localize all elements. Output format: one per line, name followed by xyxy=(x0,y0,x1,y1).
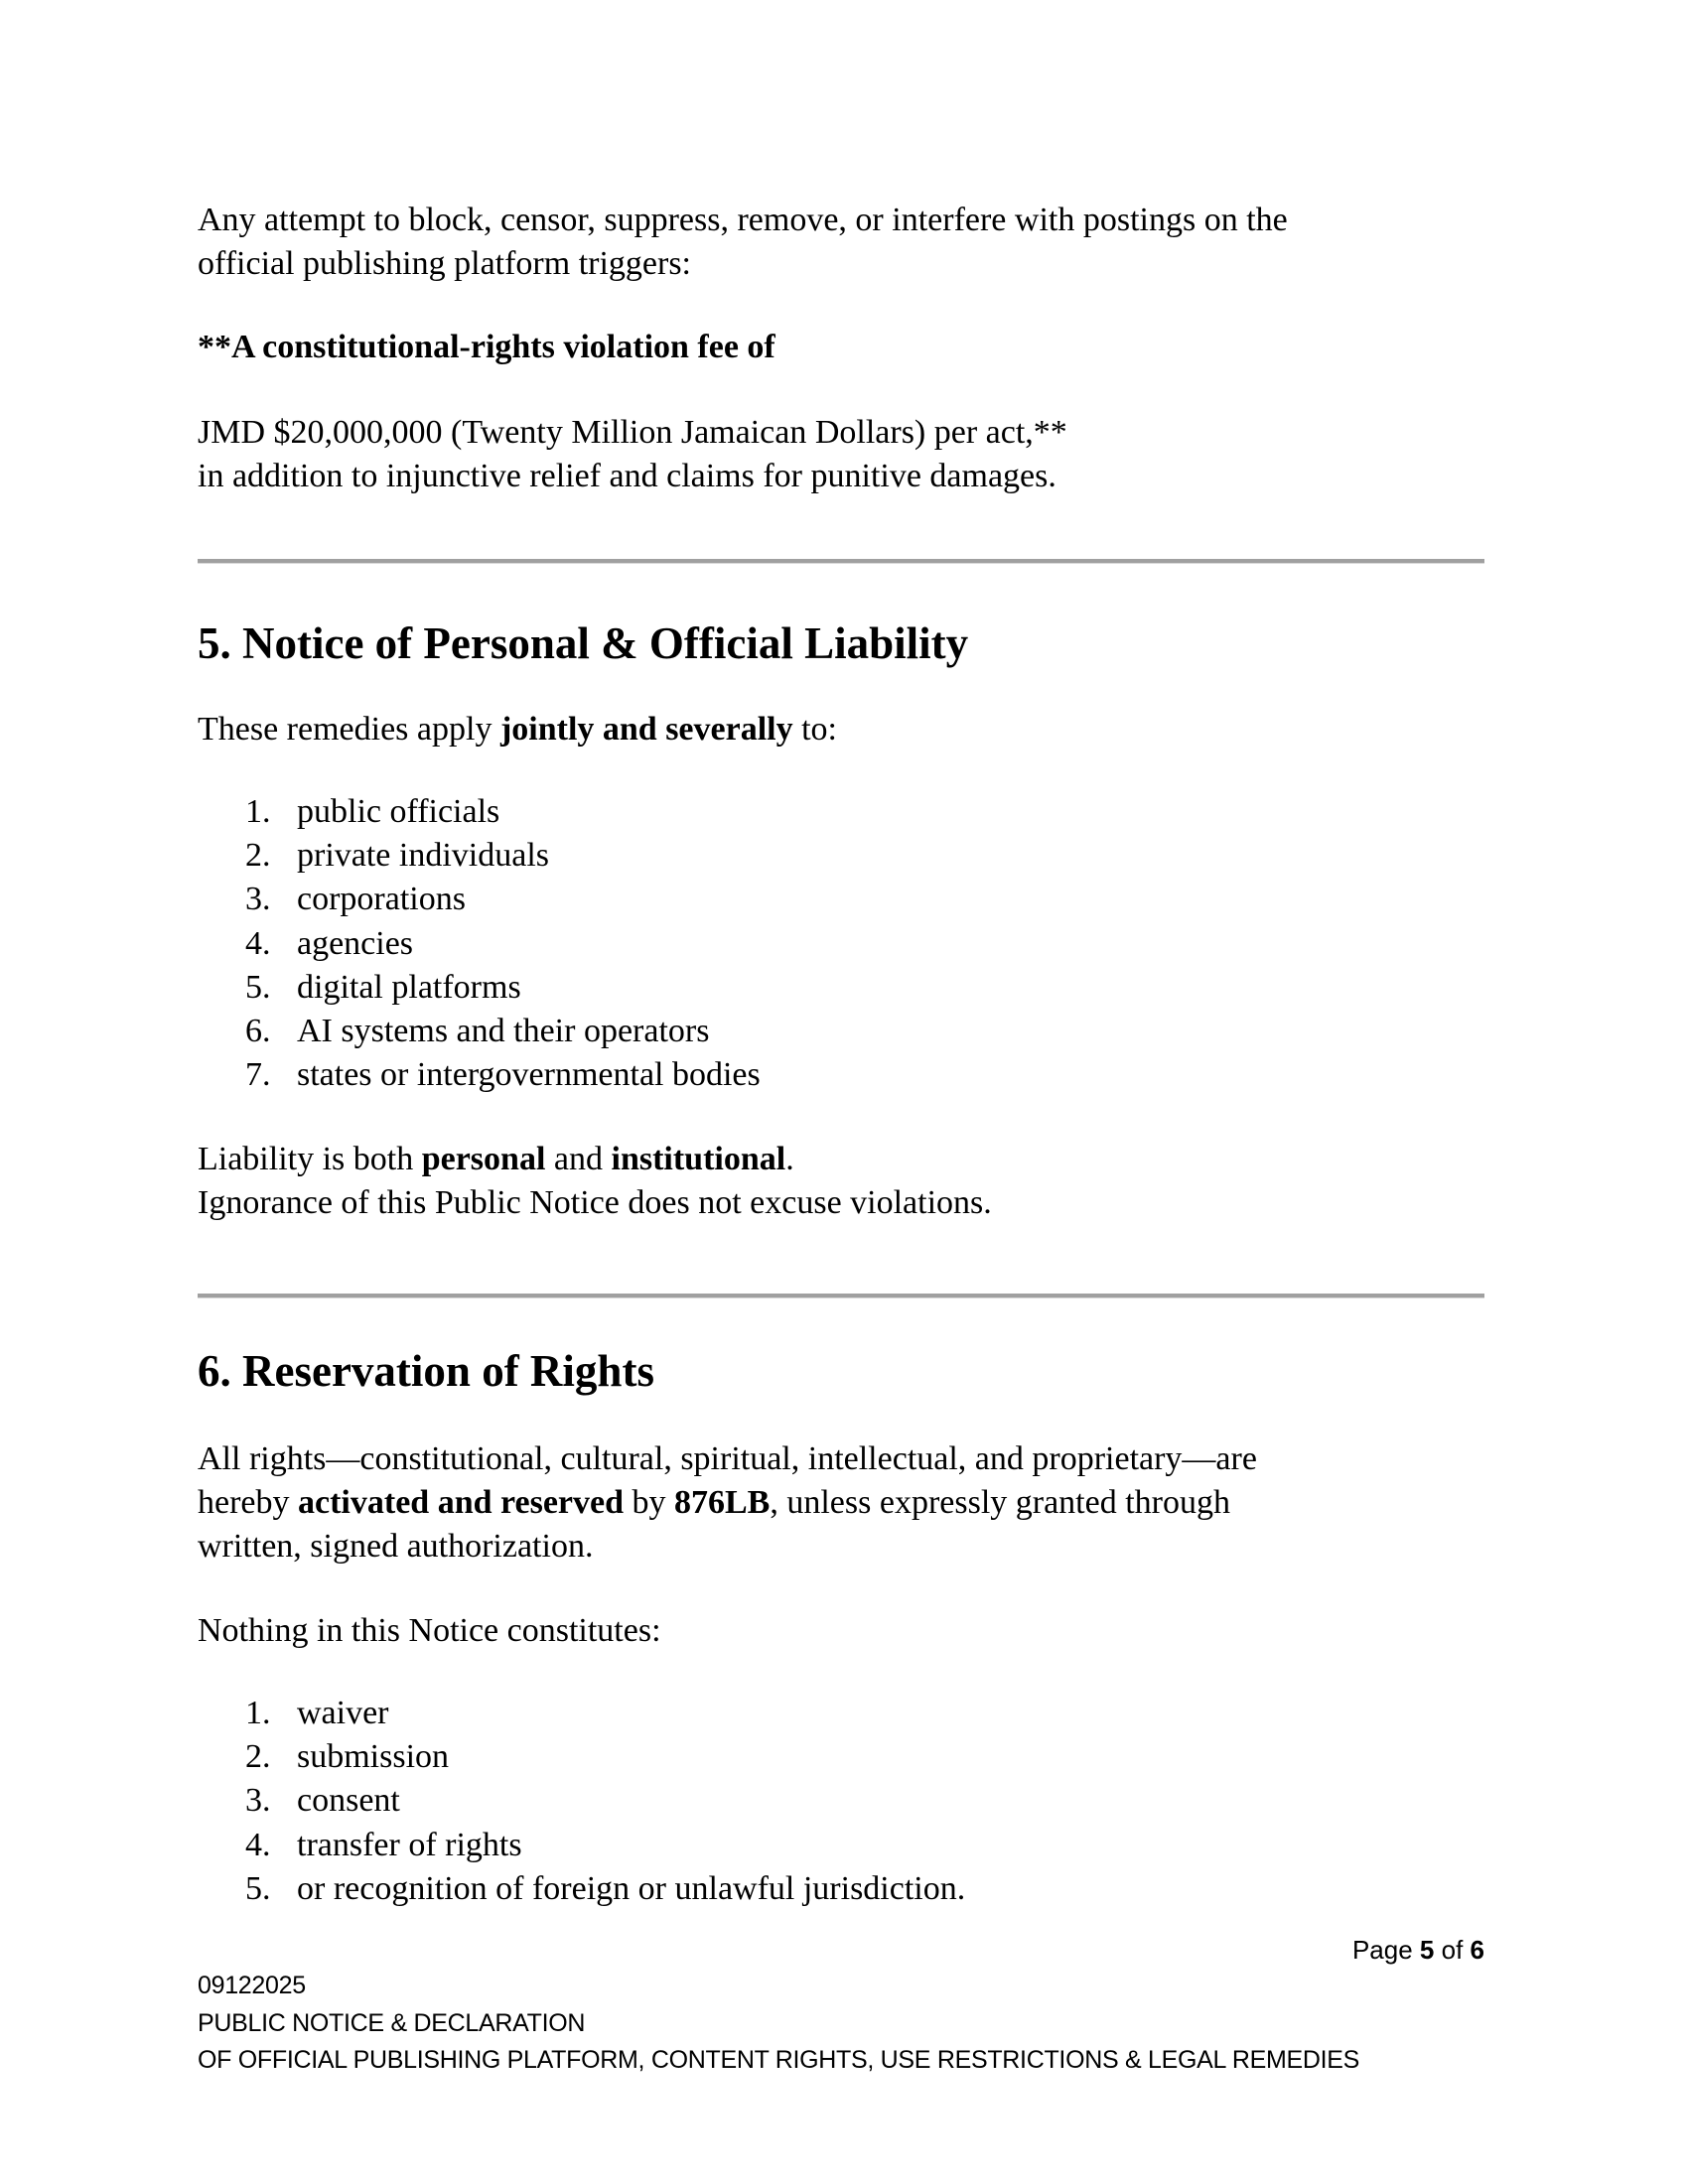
rights-bold-activated: activated and reserved xyxy=(298,1484,624,1521)
list-number: 4. xyxy=(245,1827,271,1863)
lead-text: These remedies apply xyxy=(198,711,500,748)
page-of: of xyxy=(1434,1935,1471,1965)
list-item xyxy=(245,1012,709,1051)
list-text: agencies xyxy=(297,925,414,962)
list-item xyxy=(245,792,499,832)
page-current: 5 xyxy=(1419,1935,1435,1965)
liability-bold-personal: personal xyxy=(421,1141,546,1177)
list-text: transfer of rights xyxy=(297,1827,522,1863)
list-number: 1. xyxy=(245,1695,271,1731)
lead-text-end: to: xyxy=(792,711,838,748)
ignorance-statement: Ignorance of this Public Notice does not excuse violations. xyxy=(198,1184,992,1221)
intro-line-1: Any attempt to block, censor, suppress, remove, or interfere with postings on the xyxy=(198,202,1288,238)
list-number: 6. xyxy=(245,1013,271,1049)
rights-text: hereby xyxy=(198,1484,299,1521)
list-item xyxy=(245,1737,449,1777)
fee-addition: in addition to injunctive relief and claims for punitive damages. xyxy=(198,458,1056,494)
list-text: digital platforms xyxy=(297,969,521,1006)
list-text: waiver xyxy=(297,1695,389,1731)
list-text: public officials xyxy=(297,793,500,830)
footer-doc-id: 09122025 xyxy=(198,1972,306,1999)
list-number: 2. xyxy=(245,1738,271,1775)
list-number: 7. xyxy=(245,1056,271,1093)
section-5-lead xyxy=(198,710,837,750)
section-6-title: 6. Reservation of Rights xyxy=(198,1346,654,1396)
list-item xyxy=(245,1826,522,1865)
list-item xyxy=(245,1869,965,1909)
liability-bold-institutional: institutional xyxy=(611,1141,786,1177)
intro-line-2: official publishing platform triggers: xyxy=(198,245,692,282)
list-text: submission xyxy=(297,1738,450,1775)
list-number: 5. xyxy=(245,1870,271,1907)
rights-line-2 xyxy=(198,1483,1230,1523)
page-number xyxy=(1352,1934,1484,1966)
list-item xyxy=(245,968,521,1008)
list-number: 2. xyxy=(245,837,271,874)
list-item xyxy=(245,1055,761,1095)
list-text: AI systems and their operators xyxy=(297,1013,710,1049)
list-item xyxy=(245,924,413,964)
list-text: consent xyxy=(297,1782,400,1819)
footer-title-line-2: OF OFFICIAL PUBLISHING PLATFORM, CONTENT RIGHTS, USE RESTRICTIONS & LEGAL REMEDIES xyxy=(198,2046,1360,2074)
rights-text-end: , unless expressly granted through xyxy=(770,1484,1230,1521)
list-number: 3. xyxy=(245,1782,271,1819)
list-item xyxy=(245,836,549,876)
list-text: states or intergovernmental bodies xyxy=(297,1056,761,1093)
liability-text-mid: and xyxy=(545,1141,612,1177)
list-text: or recognition of foreign or unlawful jurisdiction. xyxy=(297,1870,966,1907)
list-item xyxy=(245,1781,400,1821)
page-label: Page xyxy=(1351,1935,1420,1965)
list-item xyxy=(245,880,466,919)
liability-text-end: . xyxy=(785,1141,794,1177)
section-divider xyxy=(198,559,1484,564)
page-total: 6 xyxy=(1470,1935,1484,1965)
section-divider xyxy=(198,1294,1484,1298)
fee-amount: JMD $20,000,000 (Twenty Million Jamaican Dollars) per act,** xyxy=(198,414,1067,451)
rights-bold-entity: 876LB xyxy=(674,1484,771,1521)
nothing-statement: Nothing in this Notice constitutes: xyxy=(198,1612,661,1649)
list-number: 4. xyxy=(245,925,271,962)
rights-line-3: written, signed authorization. xyxy=(198,1528,594,1565)
list-text: corporations xyxy=(297,881,466,917)
rights-line-1: All rights—constitutional, cultural, spiritual, intellectual, and proprietary—are xyxy=(198,1440,1257,1477)
list-number: 5. xyxy=(245,969,271,1006)
liability-statement xyxy=(198,1140,794,1179)
list-number: 1. xyxy=(245,793,271,830)
list-text: private individuals xyxy=(297,837,550,874)
rights-text-mid: by xyxy=(624,1484,674,1521)
list-item xyxy=(245,1694,389,1733)
section-5-title: 5. Notice of Personal & Official Liability xyxy=(198,618,969,668)
fee-heading: **A constitutional-rights violation fee of xyxy=(198,329,775,365)
footer-title-line-1: PUBLIC NOTICE & DECLARATION xyxy=(198,2009,586,2037)
lead-bold-text: jointly and severally xyxy=(499,711,793,748)
list-number: 3. xyxy=(245,881,271,917)
liability-text: Liability is both xyxy=(198,1141,422,1177)
